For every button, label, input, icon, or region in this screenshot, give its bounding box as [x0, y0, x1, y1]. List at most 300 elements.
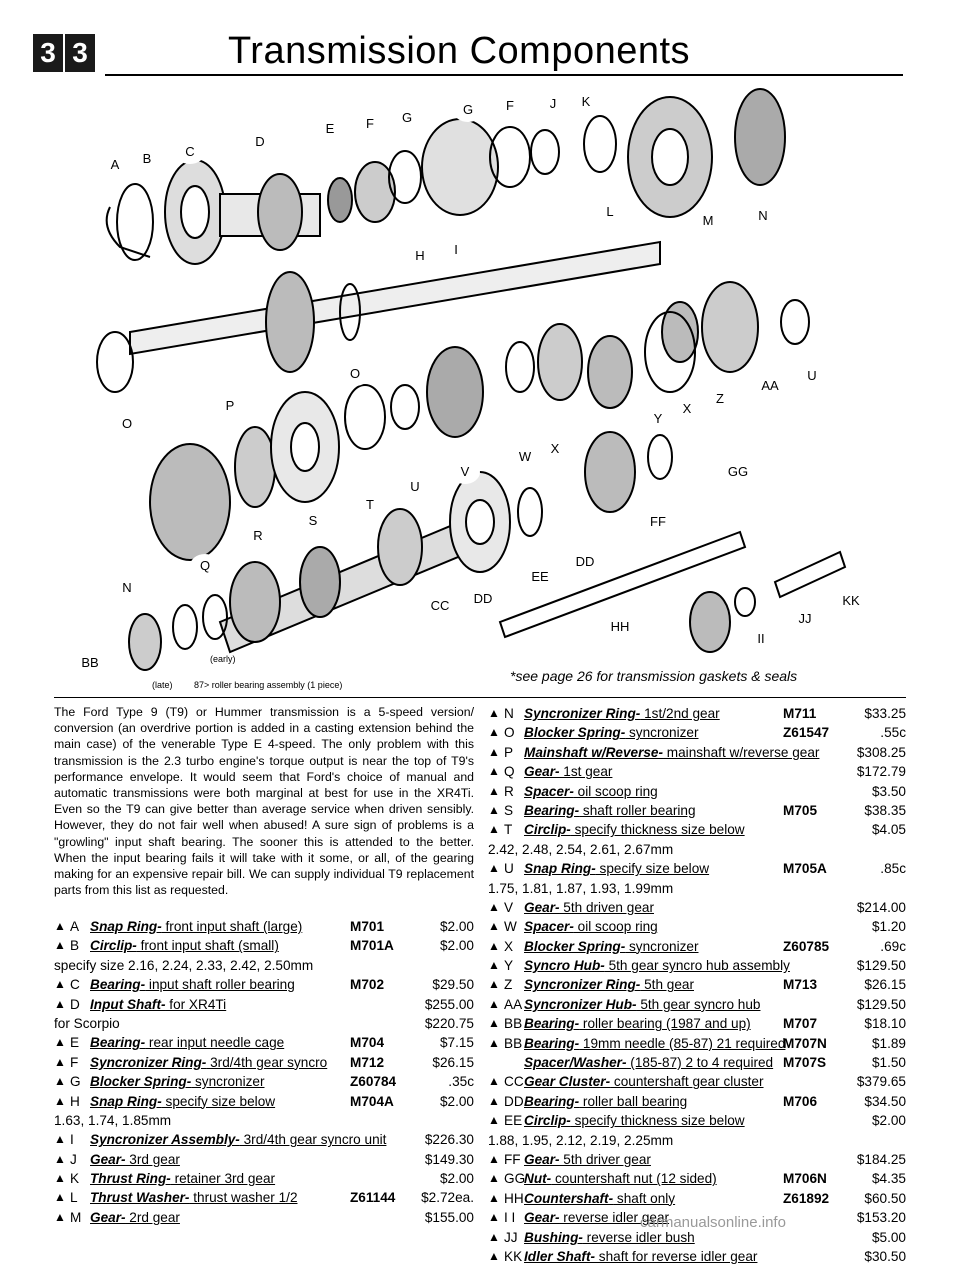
part-letter: E — [70, 1035, 80, 1051]
parts-list-row — [54, 995, 474, 1014]
part-description: roller bearing (1987 and up) — [579, 1016, 751, 1032]
part-price: $2.00 — [439, 938, 474, 954]
part-description: 3rd/4th gear syncro — [206, 1054, 328, 1070]
part-name: Gear- 2rd gear — [90, 1209, 180, 1225]
triangle-icon: ▲ — [488, 1229, 500, 1244]
part-name: Input Shaft- for XR4Ti — [90, 996, 227, 1012]
part-letter: X — [504, 938, 514, 954]
triangle-icon: ▲ — [488, 744, 500, 759]
page-title: Transmission Components — [228, 30, 691, 72]
triangle-icon: ▲ — [488, 764, 500, 779]
part-price: $60.50 — [864, 1190, 906, 1206]
part-number: M707N — [783, 1035, 827, 1051]
part-description: shaft for reverse idler gear — [595, 1248, 758, 1264]
part-description: front input shaft (small) — [136, 938, 279, 954]
part-letter: W — [504, 919, 517, 935]
parts-list-row — [488, 1014, 906, 1033]
triangle-icon: ▲ — [488, 802, 500, 817]
part-price: $184.25 — [856, 1151, 906, 1167]
part-letter: L — [70, 1190, 78, 1206]
watermark: carmanualsonline.info — [640, 1214, 786, 1231]
triangle-icon: ▲ — [54, 977, 66, 992]
callout-f: F — [355, 112, 385, 136]
part-description: (185-87) 2 to 4 required — [626, 1055, 774, 1071]
part-price: $34.50 — [864, 1093, 906, 1109]
part-description: 1st gear — [559, 764, 613, 780]
triangle-icon: ▲ — [488, 706, 500, 720]
part-letter: AA — [504, 996, 523, 1012]
callout-bb: BB — [75, 651, 105, 675]
part-description: specify size below — [595, 861, 710, 877]
part-name: Snap Ring- specify size below — [524, 861, 710, 877]
part-name: Bearing- roller bearing (1987 and up) — [524, 1016, 751, 1032]
part-name: Countershaft- shaft only — [524, 1190, 676, 1206]
part-name: Bushing- reverse idler bush — [524, 1229, 695, 1245]
part-letter: O — [504, 725, 515, 741]
part-price: .35c — [448, 1074, 474, 1090]
part-price: $1.20 — [871, 919, 906, 935]
parts-list-row — [488, 762, 906, 781]
part-number: M701A — [350, 938, 394, 954]
part-price: $26.15 — [432, 1054, 474, 1070]
part-price: $1.89 — [871, 1035, 906, 1051]
callout-f2: F — [495, 94, 525, 118]
parts-list-row — [54, 1188, 474, 1207]
part-name: Thrust Ring- retainer 3rd gear — [90, 1171, 276, 1187]
part-description: syncronizer — [625, 725, 699, 741]
part-description: roller ball bearing — [579, 1093, 688, 1109]
parts-list-subline — [54, 1014, 474, 1033]
callout-b: B — [132, 147, 162, 171]
callout-g2: G — [453, 98, 483, 122]
part-price: .55c — [880, 725, 906, 741]
part-number: M705 — [783, 802, 818, 818]
part-description: 5th driver gear — [559, 1151, 651, 1167]
parts-list-row — [54, 1033, 474, 1052]
callout-l: L — [595, 200, 625, 224]
part-name: Gear- 1st gear — [524, 764, 613, 780]
parts-list-row — [488, 1169, 906, 1188]
part-number: M702 — [350, 977, 385, 993]
part-price: $1.50 — [871, 1055, 906, 1071]
part-letter: B — [70, 938, 80, 954]
part-price: $172.79 — [856, 764, 906, 780]
part-price: $214.00 — [856, 899, 906, 915]
triangle-icon: ▲ — [54, 1151, 66, 1166]
part-price: $4.05 — [871, 822, 906, 838]
part-letter: KK — [504, 1248, 523, 1264]
callout-w: W — [510, 445, 540, 469]
subline-text: 1.63, 1.74, 1.85mm — [54, 1112, 172, 1128]
part-price: $29.50 — [432, 977, 474, 993]
part-name: Syncronizer Ring- 5th gear — [524, 977, 694, 993]
parts-list-row — [488, 1072, 906, 1091]
part-name: Snap Ring- front input shaft (large) — [90, 919, 303, 934]
part-description: syncronizer — [625, 938, 699, 954]
part-number: M706N — [783, 1171, 827, 1187]
parts-list-right — [488, 704, 906, 1266]
parts-list-row — [54, 1130, 474, 1149]
part-number: M706 — [783, 1093, 818, 1109]
part-price: $26.15 — [864, 977, 906, 993]
part-number: M712 — [350, 1054, 385, 1070]
part-description: 19mm needle (85-87) 21 required — [579, 1035, 786, 1051]
part-description: input shaft roller bearing — [145, 977, 295, 993]
triangle-icon: ▲ — [54, 1074, 66, 1089]
part-letter: Y — [504, 958, 514, 974]
triangle-icon: ▲ — [488, 996, 500, 1011]
part-name: Circlip- specify thickness size below — [524, 822, 745, 838]
header-rule — [105, 74, 903, 76]
part-letter: GG — [504, 1171, 526, 1187]
triangle-icon: ▲ — [488, 1171, 500, 1186]
parts-list-row — [54, 1053, 474, 1072]
callout-kk: KK — [836, 589, 866, 613]
callout-k: K — [571, 90, 601, 114]
part-name: Blocker Spring- syncronizer — [524, 725, 699, 741]
page-header — [33, 30, 903, 78]
part-name: Syncronizer Ring- 3rd/4th gear syncro — [90, 1054, 328, 1070]
parts-list-row — [488, 975, 906, 994]
callout-s: S — [298, 509, 328, 533]
part-description: specify thickness size below — [570, 1113, 745, 1129]
triangle-icon: ▲ — [54, 1190, 66, 1205]
callout-u2: U — [400, 475, 430, 499]
part-name: Gear- reverse idler gear — [524, 1210, 670, 1226]
late-note: 87> roller bearing assembly (1 piece) — [194, 680, 343, 690]
part-number: M704 — [350, 1035, 385, 1051]
part-description: specify size below — [161, 1093, 276, 1109]
parts-list-row — [488, 1034, 906, 1053]
part-description: for XR4Ti — [165, 996, 227, 1012]
subline-text: 2.42, 2.48, 2.54, 2.61, 2.67mm — [488, 841, 674, 857]
part-number: M705A — [783, 861, 827, 877]
part-price: .69c — [880, 938, 906, 954]
subline-text: specify size 2.16, 2.24, 2.33, 2.42, 2.50mm — [54, 957, 314, 973]
part-letter: K — [70, 1171, 80, 1187]
subline-text: for Scorpio — [54, 1015, 120, 1031]
callout-n: N — [748, 204, 778, 228]
part-price: $153.20 — [856, 1210, 906, 1226]
part-description: 5th gear syncro hub assembly — [604, 958, 790, 974]
section-divider — [54, 697, 906, 698]
callout-c: C — [175, 140, 205, 164]
callout-v: V — [450, 460, 480, 484]
parts-list-row — [488, 859, 906, 878]
part-description: countershaft nut (12 sided) — [551, 1171, 717, 1187]
part-description: front input shaft (large) — [161, 919, 303, 934]
triangle-icon: ▲ — [488, 899, 500, 914]
part-letter: JJ — [504, 1229, 518, 1245]
subline-text: 1.88, 1.95, 2.12, 2.19, 2.25mm — [488, 1132, 674, 1148]
parts-list-row — [54, 936, 474, 955]
part-letter: U — [504, 861, 514, 877]
parts-list-subline — [488, 879, 906, 898]
part-price: $2.72ea. — [421, 1190, 474, 1206]
parts-list-subline — [488, 1131, 906, 1150]
parts-list-row — [488, 704, 906, 723]
triangle-icon: ▲ — [54, 1093, 66, 1108]
part-price: .85c — [880, 861, 906, 877]
part-number: M707 — [783, 1016, 818, 1032]
part-letter: Z — [504, 977, 513, 993]
section-badge-1: 3 — [33, 34, 63, 72]
part-price: $129.50 — [856, 996, 906, 1012]
parts-list-row — [54, 1072, 474, 1091]
callout-x2: X — [540, 437, 570, 461]
callout-gg: GG — [723, 460, 753, 484]
part-description: specify thickness size below — [570, 822, 745, 838]
triangle-icon: ▲ — [488, 783, 500, 798]
transmission-exploded-diagram — [40, 82, 920, 694]
part-description: 5th driven gear — [559, 899, 654, 915]
late-label: (late) — [152, 680, 173, 690]
part-description: 1st/2nd gear — [640, 706, 720, 721]
part-letter: DD — [504, 1093, 524, 1109]
part-description: 5th gear — [640, 977, 694, 993]
callout-x: X — [672, 397, 702, 421]
callout-g: G — [392, 106, 422, 130]
part-name: Gear- 3rd gear — [90, 1151, 180, 1167]
part-price: $155.00 — [424, 1209, 474, 1225]
part-name: Blocker Spring- syncronizer — [90, 1074, 265, 1090]
callout-aa: AA — [755, 374, 785, 398]
gasket-note: *see page 26 for transmission gaskets & seals — [510, 668, 798, 684]
callout-r: R — [243, 524, 273, 548]
part-number: Z60784 — [350, 1074, 397, 1090]
parts-list-row — [488, 1111, 906, 1130]
part-letter: M — [70, 1209, 82, 1225]
triangle-icon: ▲ — [488, 1093, 500, 1108]
parts-list-row — [54, 975, 474, 994]
parts-list-row — [54, 1092, 474, 1111]
part-price: $4.35 — [871, 1171, 906, 1187]
part-letter: V — [504, 899, 514, 915]
callout-o: O — [340, 362, 370, 386]
triangle-icon: ▲ — [488, 861, 500, 876]
triangle-icon: ▲ — [488, 822, 500, 837]
callout-dd: DD — [570, 550, 600, 574]
part-number: Z61547 — [783, 725, 830, 741]
callout-t: T — [355, 493, 385, 517]
part-letter: J — [70, 1151, 77, 1167]
callout-ff: FF — [643, 510, 673, 534]
part-price: $2.00 — [439, 919, 474, 934]
part-description: shaft roller bearing — [579, 802, 696, 818]
parts-list-row — [488, 898, 906, 917]
part-price: $3.50 — [871, 783, 906, 799]
parts-list-row — [488, 1150, 906, 1169]
part-description: countershaft gear cluster — [610, 1074, 764, 1090]
part-letter: G — [70, 1074, 81, 1090]
part-description: rear input needle cage — [145, 1035, 285, 1051]
triangle-icon: ▲ — [488, 1210, 500, 1225]
part-name: Syncronizer Hub- 5th gear syncro hub — [524, 996, 761, 1012]
triangle-icon: ▲ — [488, 725, 500, 740]
part-description: 3rd gear — [125, 1151, 180, 1167]
part-letter: R — [504, 783, 514, 799]
callout-e: E — [315, 117, 345, 141]
part-name: Syncronizer Assembly- 3rd/4th gear syncro unit — [90, 1132, 387, 1148]
triangle-icon: ▲ — [54, 938, 66, 953]
part-description: 2rd gear — [125, 1209, 180, 1225]
part-price: $2.00 — [439, 1093, 474, 1109]
parts-list-row — [54, 917, 474, 936]
part-name: Thrust Washer- thrust washer 1/2 — [90, 1190, 298, 1206]
callout-jj: JJ — [790, 607, 820, 631]
part-description: reverse idler bush — [582, 1229, 695, 1245]
parts-list-row — [488, 1092, 906, 1111]
part-letter: I I — [504, 1210, 516, 1226]
part-price: $2.00 — [439, 1171, 474, 1187]
part-letter: HH — [504, 1190, 524, 1206]
callout-j: J — [538, 92, 568, 116]
callout-u: U — [797, 364, 827, 388]
intro-paragraph: The Ford Type 9 (T9) or Hummer transmission is a 5-speed version/ conversion (an overdrive portion is added in a casting extension behind the main case) of the venerable Type E 4-speed. The only problem with this transmission is the 2.3 turbo engine's torque output is near the top of T9's performance envelope. It would seem that Ford's choice of manual and automatic transmissions were both marginal at best for use in the XR4Ti. Even so the T9 can give better than average service when driven sensibly. However, they do not fair well when abused! A sure sign of problems is a "growling" input shaft bearing. The sooner this is attended to the better. When the input bearing fails it will take with it some, or all, of the gearing making for an expensive repair bill. We can supply individual T9 replacement parts from this list as requested. — [54, 705, 474, 898]
part-price: $38.35 — [864, 802, 906, 818]
callout-i: I — [441, 238, 471, 262]
part-name: Blocker Spring- syncronizer — [524, 938, 699, 954]
part-name: Syncronizer Ring- 1st/2nd gear — [524, 706, 720, 721]
triangle-icon: ▲ — [54, 1209, 66, 1224]
part-letter: P — [504, 744, 514, 760]
part-number: M713 — [783, 977, 818, 993]
triangle-icon: ▲ — [54, 996, 66, 1011]
part-letter: C — [70, 977, 80, 993]
triangle-icon: ▲ — [54, 1132, 66, 1147]
part-number: Z61144 — [350, 1190, 396, 1206]
early-label: (early) — [210, 654, 236, 664]
part-name: Spacer- oil scoop ring — [524, 783, 658, 799]
parts-list-subline — [488, 840, 906, 859]
part-number: M711 — [783, 706, 817, 721]
part-letter: S — [504, 802, 514, 818]
part-description: syncronizer — [191, 1074, 265, 1090]
parts-list-row — [488, 723, 906, 742]
part-price: $30.50 — [864, 1248, 906, 1264]
part-price: $18.10 — [864, 1016, 906, 1032]
part-number: Z60785 — [783, 938, 830, 954]
part-name: Mainshaft w/Reverse- mainshaft w/reverse gear — [524, 744, 820, 760]
part-description: shaft only — [613, 1190, 676, 1206]
part-name: Bearing- shaft roller bearing — [524, 802, 696, 818]
part-name: Gear- 5th driven gear — [524, 899, 654, 915]
part-number: M701 — [350, 919, 385, 934]
part-name: Circlip- specify thickness size below — [524, 1113, 745, 1129]
part-price: $255.00 — [424, 996, 474, 1012]
part-letter: N — [504, 706, 514, 721]
part-letter: FF — [504, 1151, 521, 1167]
callout-p: P — [215, 394, 245, 418]
parts-list-left — [54, 917, 474, 1227]
part-description: reverse idler gear — [559, 1210, 670, 1226]
part-name: Spacer/Washer- (185-87) 2 to 4 required — [524, 1055, 774, 1071]
triangle-icon: ▲ — [54, 919, 66, 933]
part-price: $33.25 — [864, 706, 906, 721]
part-price: $379.65 — [856, 1074, 906, 1090]
parts-list-subline — [54, 1111, 474, 1130]
triangle-icon: ▲ — [488, 1074, 500, 1089]
part-name: Gear- 5th driver gear — [524, 1151, 651, 1167]
part-description: 3rd/4th gear syncro unit — [239, 1132, 387, 1148]
triangle-icon: ▲ — [488, 1016, 500, 1031]
parts-list-row — [54, 1150, 474, 1169]
part-letter: BB — [504, 1016, 523, 1032]
part-name: Bearing- roller ball bearing — [524, 1093, 688, 1109]
triangle-icon: ▲ — [488, 1190, 500, 1205]
callout-n2: N — [112, 576, 142, 600]
part-number: Z61892 — [783, 1190, 830, 1206]
part-price: $226.30 — [424, 1132, 474, 1148]
part-letter: Q — [504, 764, 515, 780]
part-letter: I — [70, 1132, 74, 1148]
part-description: oil scoop ring — [573, 783, 658, 799]
triangle-icon: ▲ — [488, 1035, 500, 1050]
part-letter: H — [70, 1093, 80, 1109]
part-letter: CC — [504, 1074, 524, 1090]
parts-list-row — [488, 820, 906, 839]
part-name: Bearing- rear input needle cage — [90, 1035, 285, 1051]
triangle-icon: ▲ — [488, 1113, 500, 1128]
part-letter: BB — [504, 1035, 523, 1051]
part-name: Spacer- oil scoop ring — [524, 919, 658, 935]
part-price: $308.25 — [856, 744, 906, 760]
triangle-icon: ▲ — [488, 1151, 500, 1166]
parts-list-subline — [54, 956, 474, 975]
part-letter: F — [70, 1054, 79, 1070]
part-description: retainer 3rd gear — [170, 1171, 276, 1187]
callout-cc: CC — [425, 594, 455, 618]
part-price: $2.00 — [871, 1113, 906, 1129]
part-letter: A — [70, 919, 80, 934]
callout-hh: HH — [605, 615, 635, 639]
parts-list-row — [488, 1247, 906, 1266]
callout-m: M — [693, 209, 723, 233]
part-name: Bearing- input shaft roller bearing — [90, 977, 295, 993]
callout-a: A — [100, 153, 130, 177]
triangle-icon: ▲ — [488, 938, 500, 953]
part-price: $149.30 — [424, 1151, 474, 1167]
part-name: Snap Ring- specify size below — [90, 1093, 276, 1109]
parts-list-row — [54, 1208, 474, 1227]
part-name: Bearing- 19mm needle (85-87) 21 required — [524, 1035, 786, 1051]
part-description: thrust washer 1/2 — [189, 1190, 298, 1206]
part-name: Circlip- front input shaft (small) — [90, 938, 279, 954]
part-name: Idler Shaft- shaft for reverse idler gear — [524, 1248, 758, 1264]
part-price: $129.50 — [856, 958, 906, 974]
callout-h: H — [405, 244, 435, 268]
part-description: oil scoop ring — [573, 919, 658, 935]
callout-ii: II — [746, 627, 776, 651]
part-description: 5th gear syncro hub — [636, 996, 761, 1012]
parts-list-row — [488, 956, 906, 975]
parts-list-row — [488, 917, 906, 936]
triangle-icon: ▲ — [54, 1054, 66, 1069]
section-badge-2: 3 — [65, 34, 95, 72]
triangle-icon: ▲ — [54, 1171, 66, 1186]
part-price: $220.75 — [424, 1015, 474, 1031]
callout-y: Y — [643, 407, 673, 431]
parts-list-row — [488, 782, 906, 801]
part-letter: EE — [504, 1113, 523, 1129]
subline-text: 1.75, 1.81, 1.87, 1.93, 1.99mm — [488, 880, 674, 896]
part-number: M707S — [783, 1055, 827, 1071]
part-letter: D — [70, 996, 80, 1012]
part-price: $5.00 — [871, 1229, 906, 1245]
part-name: Gear Cluster- countershaft gear cluster — [524, 1074, 764, 1090]
callout-o2: O — [112, 412, 142, 436]
part-description: mainshaft w/reverse gear — [663, 744, 820, 760]
